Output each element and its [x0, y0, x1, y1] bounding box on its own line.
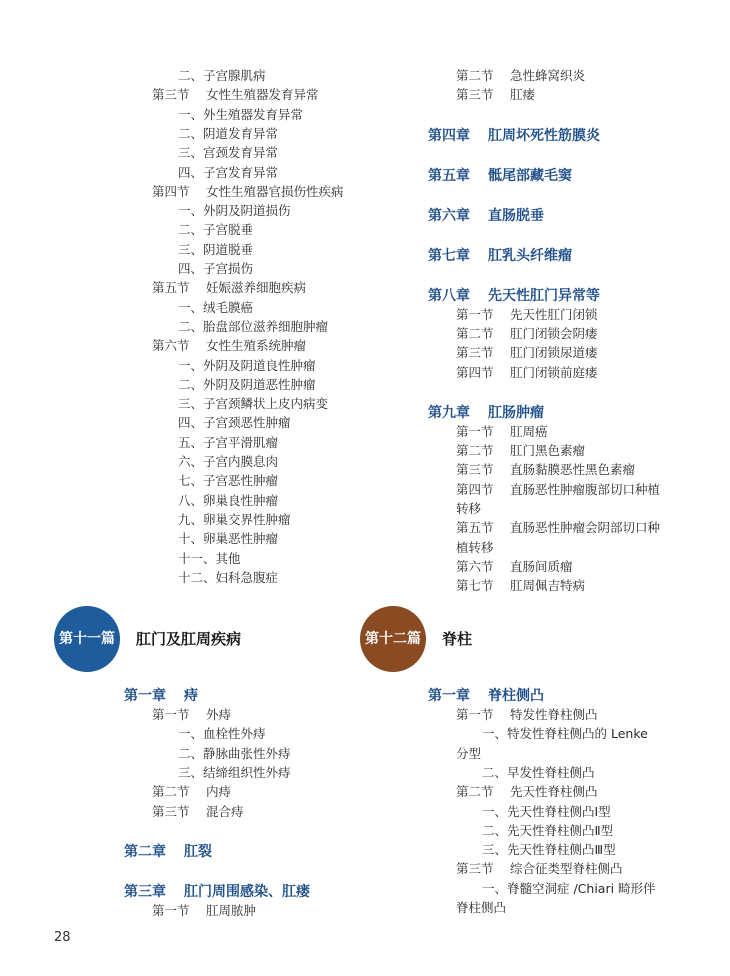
toc-label: 第一章 [124, 688, 166, 704]
part-12-badge-text: 第十二篇 [365, 631, 421, 647]
toc-label: 第九章 [428, 404, 470, 421]
toc-text: 混合痔 [206, 803, 244, 819]
toc-text: 肛周佩吉特病 [510, 578, 586, 594]
toc-chapter-line [428, 287, 600, 305]
toc-section-line [152, 784, 231, 800]
toc-label: 第二节 [456, 325, 494, 341]
toc-text: 一、特发性脊柱侧凸的 Lenke [482, 726, 648, 742]
toc-text: 肛门闭锁尿道瘘 [510, 345, 598, 361]
toc-text: 二、阴道发育异常 [178, 125, 279, 141]
toc-text: 肛周坏死性筋膜炎 [488, 127, 600, 144]
toc-text: 二、先天性脊柱侧凸Ⅱ型 [482, 822, 614, 838]
toc-item-line [178, 512, 291, 528]
toc-text: 妊娠滋养细胞疾病 [206, 280, 307, 296]
toc-continuation-line [456, 900, 506, 916]
toc-item-line [178, 126, 278, 142]
part-12-badge [360, 606, 426, 672]
part-11-badge [54, 606, 120, 672]
toc-section-line [456, 365, 598, 381]
toc-text: 女性生殖器发育异常 [206, 87, 319, 103]
part-11-badge-text: 第十一篇 [59, 631, 115, 647]
toc-text: 一、绒毛膜癌 [178, 299, 254, 315]
toc-section-line [456, 424, 548, 440]
part-12-header [360, 606, 640, 672]
toc-text: 肛乳头纤维瘤 [488, 247, 572, 264]
toc-text: 十一、其他 [178, 550, 241, 566]
toc-label: 第三节 [456, 345, 494, 361]
toc-text: 二、外阴及阴道恶性肿瘤 [178, 376, 316, 392]
toc-text: 一、外生殖器发育异常 [178, 106, 304, 122]
toc-text: 先天性肛门闭锁 [510, 306, 598, 322]
toc-text: 分型 [456, 745, 482, 761]
toc-item-line [178, 570, 278, 586]
toc-item-line [178, 203, 291, 219]
toc-section-line [456, 87, 535, 103]
toc-chapter-line [124, 687, 198, 705]
toc-text: 六、子宫内膜息肉 [178, 454, 279, 469]
toc-item-line [178, 454, 278, 470]
toc-text: 三、先天性脊柱侧凸Ⅲ型 [482, 842, 616, 858]
toc-text: 一、脊髓空洞症 /Chiari 畸形伴 [482, 880, 656, 896]
toc-text: 二、子宫脱垂 [178, 222, 254, 238]
toc-section-line [456, 326, 598, 342]
toc-text: 内痔 [206, 784, 232, 800]
toc-item-line [482, 804, 611, 820]
toc-label: 第八章 [428, 287, 470, 304]
toc-text: 女性生殖系统肿瘤 [206, 338, 307, 354]
toc-item-line [178, 165, 278, 181]
toc-text: 急性蜂窝织炎 [510, 68, 586, 83]
toc-text: 肛裂 [184, 843, 212, 860]
toc-text: 二、静脉曲张性外痔 [178, 745, 291, 761]
toc-continuation-line [456, 501, 481, 517]
toc-item-line [178, 435, 278, 451]
toc-label: 第二节 [456, 68, 494, 83]
toc-label: 第二节 [456, 784, 494, 800]
toc-chapter-line [428, 404, 544, 422]
toc-label: 第三节 [456, 462, 494, 478]
toc-section-line [152, 804, 244, 820]
toc-label: 第三章 [124, 883, 166, 900]
toc-text: 三、结缔组织性外痔 [178, 764, 291, 780]
toc-label: 第五章 [428, 167, 470, 184]
toc-label: 第三节 [456, 861, 494, 877]
toc-item-line [178, 765, 291, 781]
toc-item-line [178, 145, 278, 161]
toc-section-line [152, 338, 306, 354]
toc-section-line [152, 87, 319, 103]
toc-item-line [178, 377, 316, 393]
toc-text: 直肠脱垂 [488, 207, 544, 224]
toc-text: 直肠恶性肿瘤会阴部切口种 [510, 520, 661, 536]
toc-text: 一、外阴及阴道损伤 [178, 203, 291, 219]
toc-item-line [482, 842, 616, 858]
toc-text: 七、子宫恶性肿瘤 [178, 473, 279, 489]
toc-item-line [178, 493, 278, 509]
toc-continuation-line [456, 540, 494, 556]
toc-label: 第六节 [456, 558, 494, 574]
toc-label: 第二节 [152, 784, 190, 800]
toc-text: 女性生殖器官损伤性疾病 [206, 183, 344, 199]
toc-item-line [178, 415, 291, 431]
toc-chapter-line [428, 127, 600, 145]
toc-item-line [178, 473, 278, 489]
toc-label: 第四章 [428, 127, 470, 144]
toc-label: 第三节 [152, 803, 190, 819]
part-11-header [54, 606, 334, 672]
toc-section-line [456, 482, 660, 498]
toc-text: 一、先天性脊柱侧凸Ⅰ型 [482, 803, 611, 819]
toc-text: 外痔 [206, 707, 232, 722]
toc-section-line [456, 443, 585, 459]
toc-item-line [178, 222, 253, 238]
toc-text: 三、宫颈发育异常 [178, 145, 279, 161]
toc-section-line [456, 559, 573, 575]
toc-text: 直肠黏膜恶性黑色素瘤 [510, 462, 636, 478]
toc-label: 第七章 [428, 247, 470, 264]
toc-text: 特发性脊柱侧凸 [510, 707, 598, 722]
toc-text: 脊柱侧凸 [456, 900, 507, 915]
toc-text: 肛周脓肿 [206, 902, 257, 918]
toc-item-line [178, 319, 328, 335]
toc-section-line [456, 520, 660, 536]
toc-section-line [456, 307, 598, 323]
toc-item-line [178, 68, 266, 84]
toc-section-line [456, 861, 623, 877]
toc-item-line [482, 823, 613, 839]
toc-label: 第三节 [152, 87, 190, 103]
toc-text: 植转移 [456, 539, 494, 555]
toc-text: 四、子宫发育异常 [178, 164, 279, 180]
toc-text: 十、卵巢恶性肿瘤 [178, 531, 279, 547]
toc-text: 肛门黑色素瘤 [510, 443, 586, 459]
part-12-title: 脊柱 [442, 630, 473, 648]
toc-text: 肛瘘 [510, 87, 536, 103]
toc-text: 一、外阴及阴道良性肿瘤 [178, 357, 316, 373]
toc-section-line [152, 903, 256, 919]
toc-item-line [178, 726, 266, 742]
toc-text: 先天性脊柱侧凸 [510, 784, 598, 800]
toc-chapter-line [428, 167, 572, 185]
toc-chapter-line [428, 687, 544, 705]
toc-text: 直肠恶性肿瘤腹部切口种植 [510, 481, 661, 497]
toc-text: 脊柱侧凸 [488, 688, 544, 704]
toc-section-line [152, 280, 306, 296]
toc-item-line [178, 531, 278, 547]
toc-label: 第四节 [456, 481, 494, 497]
toc-item-line [482, 726, 648, 742]
toc-text: 二、胎盘部位滋养细胞肿瘤 [178, 318, 329, 334]
toc-continuation-line [456, 746, 481, 762]
toc-label: 第六章 [428, 207, 470, 224]
toc-section-line [152, 184, 344, 200]
toc-text: 综合征类型脊柱侧凸 [510, 861, 623, 877]
toc-label: 第五节 [152, 280, 190, 296]
toc-text: 先天性肛门异常等 [488, 287, 600, 304]
toc-label: 第五节 [456, 520, 494, 536]
toc-chapter-line [124, 883, 310, 901]
toc-item-line [482, 765, 595, 781]
toc-text: 三、子宫颈鳞状上皮内病变 [178, 396, 329, 412]
toc-item-line [178, 242, 253, 258]
toc-text: 四、子宫损伤 [178, 261, 254, 276]
toc-label: 第一节 [456, 306, 494, 322]
toc-label: 第四节 [456, 364, 494, 380]
toc-text: 五、子宫平滑肌瘤 [178, 434, 279, 450]
toc-text: 二、早发性脊柱侧凸 [482, 764, 595, 780]
toc-label: 第一章 [428, 688, 470, 704]
toc-text: 肛门闭锁会阴瘘 [510, 325, 598, 341]
toc-label: 第四节 [152, 183, 190, 199]
toc-item-line [178, 300, 253, 316]
toc-chapter-line [428, 247, 572, 265]
toc-text: 直肠间质瘤 [510, 558, 573, 574]
toc-label: 第二章 [124, 843, 166, 860]
toc-item-line [178, 746, 291, 762]
toc-chapter-line [124, 843, 212, 861]
toc-label: 第一节 [456, 707, 494, 722]
toc-section-line [456, 578, 585, 594]
toc-text: 肛肠肿瘤 [488, 404, 544, 421]
toc-item-line [178, 551, 241, 567]
toc-text: 三、阴道脱垂 [178, 241, 254, 257]
toc-text: 十二、妇科急腹症 [178, 569, 279, 585]
toc-label: 第二节 [456, 443, 494, 459]
toc-label: 第六节 [152, 338, 190, 354]
toc-text: 肛周癌 [510, 423, 548, 439]
toc-section-line [456, 68, 585, 84]
toc-item-line [178, 358, 316, 374]
toc-text: 转移 [456, 501, 482, 516]
page-number: 28 [54, 930, 71, 945]
toc-label: 第七节 [456, 578, 494, 594]
toc-text: 骶尾部藏毛窦 [488, 167, 572, 184]
toc-text: 肛门闭锁前庭瘘 [510, 364, 598, 380]
toc-label: 第三节 [456, 87, 494, 103]
toc-text: 二、子宫腺肌病 [178, 68, 266, 83]
toc-label: 第一节 [152, 902, 190, 918]
toc-item-line [178, 107, 303, 123]
toc-text: 四、子宫颈恶性肿瘤 [178, 415, 291, 431]
toc-section-line [456, 345, 598, 361]
toc-text: 八、卵巢良性肿瘤 [178, 492, 279, 508]
toc-item-line [482, 881, 656, 897]
toc-text: 痔 [184, 688, 198, 704]
toc-label: 第一节 [152, 707, 190, 722]
toc-text: 九、卵巢交界性肿瘤 [178, 511, 291, 527]
toc-text: 一、血栓性外痔 [178, 726, 266, 742]
toc-chapter-line [428, 207, 544, 225]
toc-item-line [178, 261, 253, 277]
toc-section-line [456, 707, 598, 723]
toc-label: 第一节 [456, 423, 494, 439]
toc-text: 肛门周围感染、肛瘘 [184, 883, 310, 900]
toc-section-line [456, 784, 598, 800]
toc-item-line [178, 396, 328, 412]
toc-section-line [152, 707, 231, 723]
part-11-title: 肛门及肛周疾病 [136, 630, 242, 648]
toc-section-line [456, 462, 635, 478]
